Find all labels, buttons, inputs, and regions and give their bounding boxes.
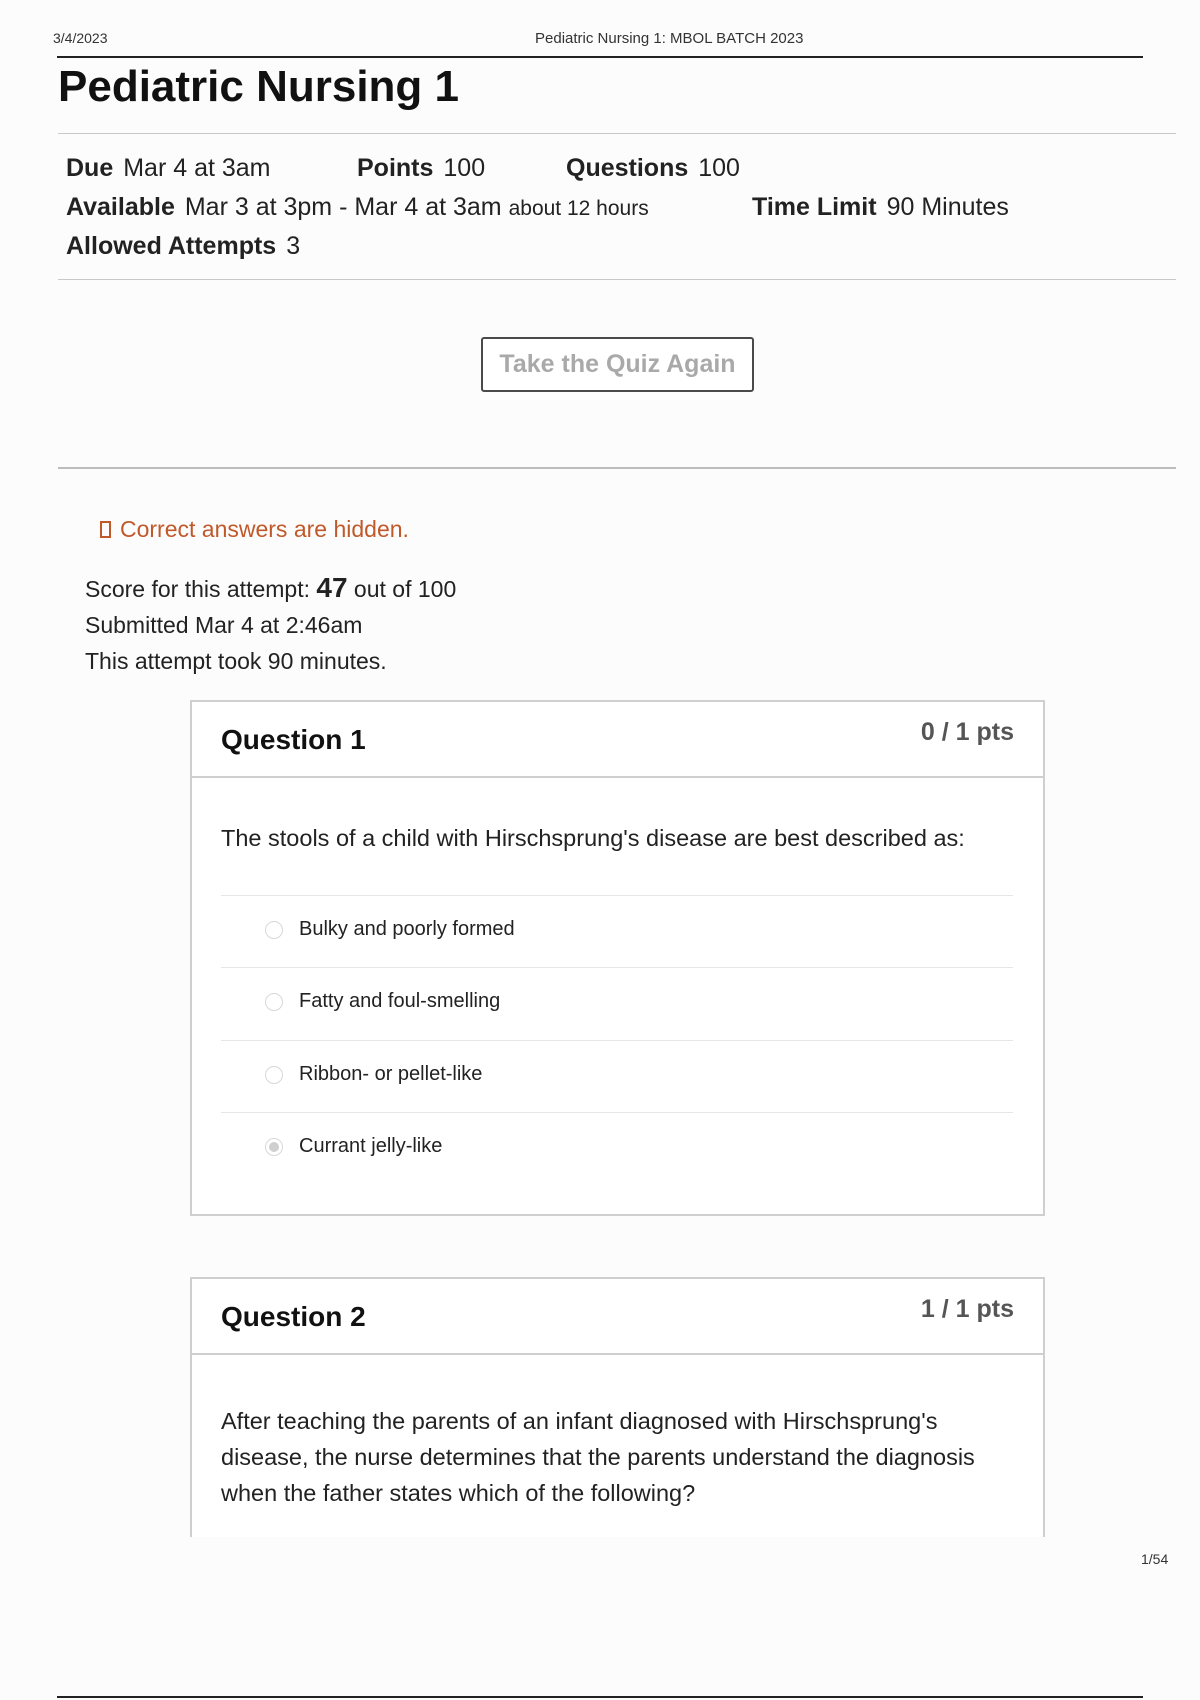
question-text-line: disease, the nurse determines that the parents understand the diagnosis [221,1444,975,1470]
answers-hidden-notice [100,516,409,543]
answer-radio[interactable] [265,993,283,1011]
due-label: Due [66,154,114,182]
question-card [190,700,1045,1216]
question-title: Question 1 [221,724,366,755]
available-value: Mar 3 at 3pm - Mar 4 at 3am [184,193,502,221]
available-label: Available [66,193,175,221]
answer-label: Bulky and poorly formed [299,918,515,940]
attempt-score [85,572,456,604]
take-quiz-again-button[interactable]: Take the Quiz Again [481,337,754,392]
print-header-title: Pediatric Nursing 1: MBOL BATCH 2023 [535,30,804,47]
meta-divider [58,279,1176,280]
question-title: Question 2 [221,1301,366,1332]
answer-option[interactable] [221,1040,1013,1113]
score-value: 47 [316,572,348,603]
attempts-value: 3 [286,232,301,260]
question-text-line: when the father states which of the following? [221,1480,696,1506]
answer-option-selected[interactable] [221,1112,1013,1185]
warning-icon [100,521,111,538]
question-points: 0 / 1 pts [920,718,1014,746]
answer-label: Ribbon- or pellet-like [299,1063,483,1085]
question-header [192,1279,1043,1355]
questions-label: Questions [566,154,689,182]
notice-text: Correct answers are hidden. [120,516,409,542]
question-text [221,1403,975,1511]
question-card [190,1277,1045,1537]
available-duration: about 12 hours [508,197,649,220]
answer-radio[interactable] [265,1066,283,1084]
print-date: 3/4/2023 [53,30,108,46]
question-header [192,702,1043,778]
score-suffix: out of 100 [353,576,457,602]
question-points: 1 / 1 pts [920,1295,1014,1323]
due-info [66,154,271,183]
attempt-duration: This attempt took 90 minutes. [85,648,387,674]
time-limit-info [752,193,1009,222]
answer-label: Currant jelly-like [299,1135,443,1157]
question-text-line: After teaching the parents of an infant diagnosed with Hirschsprung's [221,1408,938,1434]
answer-radio-selected[interactable] [265,1138,283,1156]
points-label: Points [357,154,434,182]
page-title: Pediatric Nursing 1 [58,62,460,111]
time-limit-label: Time Limit [752,193,877,221]
attempts-info [66,232,300,261]
title-divider [58,133,1176,134]
answer-radio[interactable] [265,921,283,939]
section-divider [58,467,1176,469]
time-limit-value: 90 Minutes [886,193,1009,221]
score-prefix: Score for this attempt: [85,576,310,602]
question-text: The stools of a child with Hirschsprung's disease are best described as: [221,825,965,851]
header-divider [57,56,1143,58]
footer-divider [57,1696,1143,1698]
questions-info [566,154,740,183]
attempts-label: Allowed Attempts [66,232,277,260]
points-value: 100 [443,154,486,182]
submitted-time: Submitted Mar 4 at 2:46am [85,612,363,638]
answer-option[interactable] [221,967,1013,1040]
page-number: 1/54 [1141,1551,1169,1567]
questions-value: 100 [698,154,740,182]
available-info [66,193,649,222]
answer-label: Fatty and foul-smelling [299,990,501,1012]
answer-option[interactable] [221,895,1013,968]
points-info [357,154,485,183]
due-value: Mar 4 at 3am [123,154,271,182]
